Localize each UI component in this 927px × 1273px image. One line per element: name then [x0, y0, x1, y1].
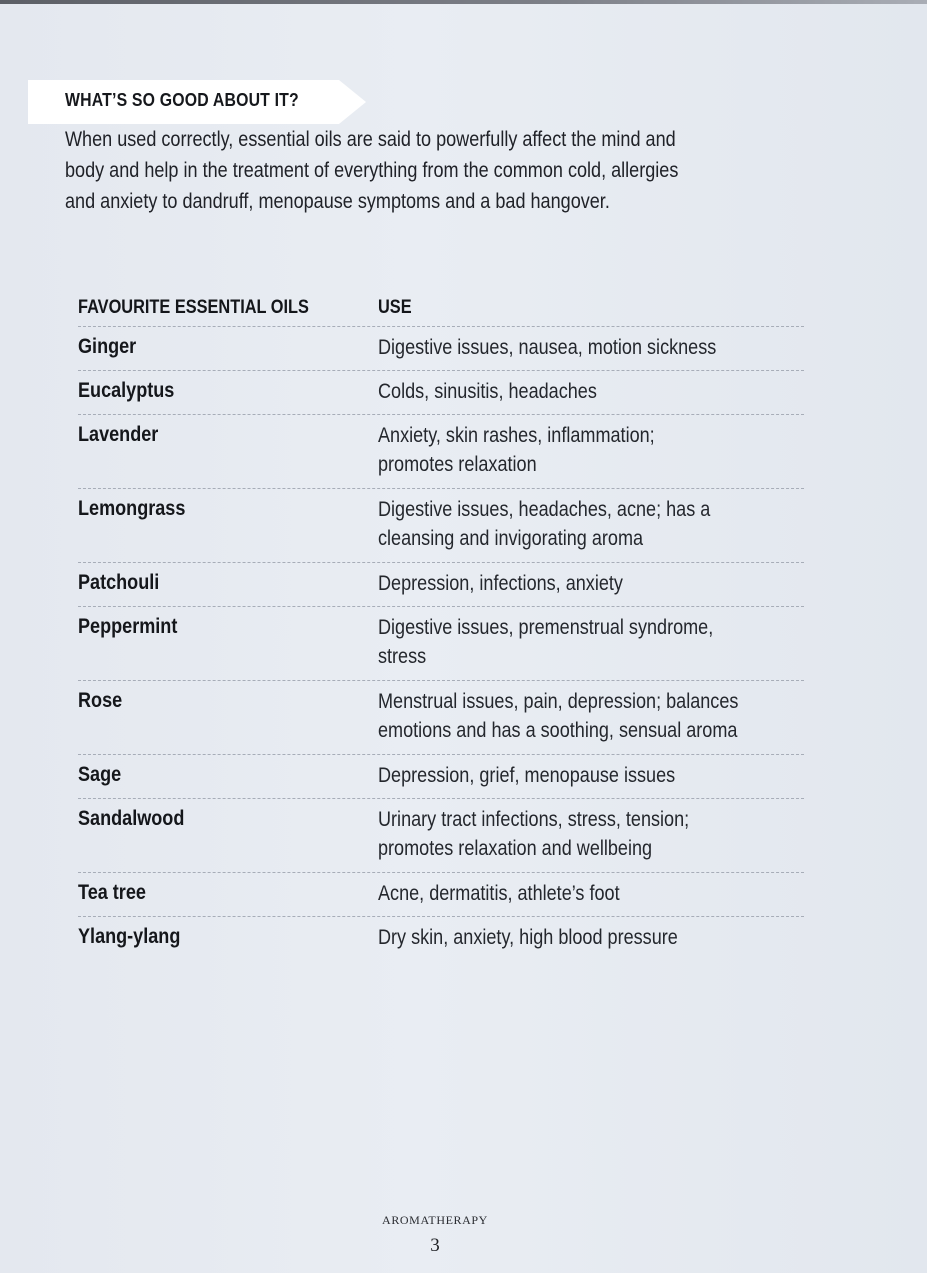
oil-use-line: Depression, infections, anxiety — [378, 572, 623, 595]
table-row — [78, 371, 804, 415]
oil-use — [378, 687, 799, 745]
oil-use-line: Urinary tract infections, stress, tension; — [378, 808, 690, 831]
oil-use-line: Dry skin, anxiety, high blood pressure — [378, 926, 678, 949]
table-row — [78, 873, 804, 917]
oil-use-line: Colds, sinusitis, headaches — [378, 380, 597, 403]
oil-use-line: emotions and has a soothing, sensual aroma — [378, 719, 738, 742]
oil-name: Lavender — [78, 423, 159, 446]
table-header-oils: FAVOURITE ESSENTIAL OILS — [78, 297, 309, 318]
table-row — [78, 563, 804, 607]
oil-name: Sandalwood — [78, 807, 185, 830]
intro-line: When used correctly, essential oils are said to powerfully affect the mind and — [65, 128, 676, 151]
oil-use-line: Depression, grief, menopause issues — [378, 764, 676, 787]
intro-paragraph — [65, 124, 753, 217]
oil-use-line: promotes relaxation and wellbeing — [378, 837, 653, 860]
oil-use-line: Menstrual issues, pain, depression; balances — [378, 690, 739, 713]
oil-use-line: Digestive issues, nausea, motion sickness — [378, 336, 717, 359]
section-heading: WHAT’S SO GOOD ABOUT IT? — [65, 90, 299, 110]
oil-use — [378, 805, 799, 863]
oil-use-line: Digestive issues, headaches, acne; has a — [378, 498, 711, 521]
oil-use — [378, 377, 799, 406]
oil-name: Rose — [78, 689, 123, 712]
table-row — [78, 415, 804, 489]
oil-use — [378, 495, 799, 553]
intro-line: and anxiety to dandruff, menopause symptoms and a bad hangover. — [65, 190, 610, 213]
table-row — [78, 607, 804, 681]
oil-use — [378, 333, 799, 362]
running-footer-title: AROMATHERAPY — [382, 1213, 488, 1227]
oil-name: Sage — [78, 763, 122, 786]
oil-name: Tea tree — [78, 881, 146, 904]
oil-use — [378, 923, 799, 952]
intro-line: body and help in the treatment of everything from the common cold, allergies — [65, 159, 679, 182]
table-header-use: USE — [378, 297, 412, 318]
table-header-row — [78, 294, 804, 327]
oil-use — [378, 569, 799, 598]
table-row — [78, 917, 804, 960]
oil-use — [378, 613, 799, 671]
oil-name: Ginger — [78, 335, 137, 358]
oil-use-line: Anxiety, skin rashes, inflammation; — [378, 424, 655, 447]
page-number: 3 — [430, 1235, 440, 1256]
table-row — [78, 755, 804, 799]
table-row — [78, 799, 804, 873]
table-row — [78, 681, 804, 755]
oil-use-line: Acne, dermatitis, athlete’s foot — [378, 882, 620, 905]
oil-use — [378, 879, 799, 908]
page-top-edge — [0, 0, 927, 4]
oil-use — [378, 761, 799, 790]
oil-use-line: Digestive issues, premenstrual syndrome, — [378, 616, 714, 639]
table-row — [78, 489, 804, 563]
oil-use-line: cleansing and invigorating aroma — [378, 527, 644, 550]
oil-name: Lemongrass — [78, 497, 186, 520]
oil-use — [378, 421, 799, 479]
oil-use-line: stress — [378, 645, 427, 668]
oil-name: Peppermint — [78, 615, 178, 638]
oil-name: Patchouli — [78, 571, 160, 594]
oil-name: Ylang-ylang — [78, 925, 181, 948]
essential-oils-table — [78, 294, 804, 960]
oil-use-line: promotes relaxation — [378, 453, 537, 476]
oil-name: Eucalyptus — [78, 379, 175, 402]
table-row — [78, 327, 804, 371]
